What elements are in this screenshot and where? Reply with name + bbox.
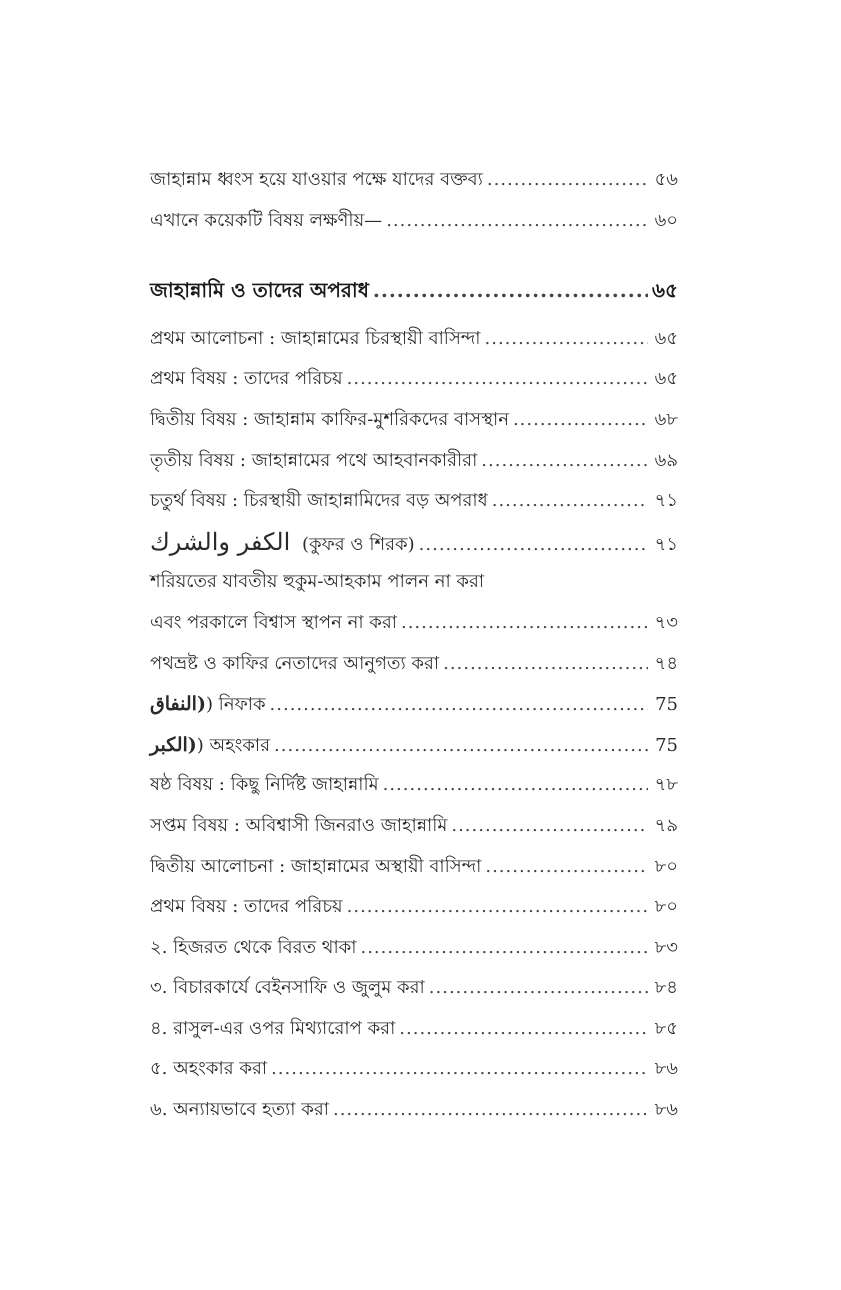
toc-entry-page: ৬৯ xyxy=(654,449,678,471)
toc-entry-title: ৩. বিচারকার্যে বেইনসাফি ও জুলুম করা xyxy=(150,977,425,999)
dot-leader xyxy=(492,481,648,522)
arabic-term: (النفاق xyxy=(150,693,206,716)
toc-entry xyxy=(150,1049,678,1090)
toc-entry-title xyxy=(150,725,270,767)
toc-entry-title-text: ) নিফাক xyxy=(205,694,266,716)
toc-entry-title: ২. হিজরত থেকে বিরত থাকা xyxy=(150,936,357,958)
toc-chapter-page: ৬৫ xyxy=(652,278,678,303)
toc-entry-title-text: ) অহংকার xyxy=(196,734,271,756)
toc-entry-title xyxy=(150,684,266,726)
toc-entry xyxy=(150,1009,678,1050)
dot-leader xyxy=(360,928,648,969)
toc-entry xyxy=(150,481,678,522)
toc-entry-page: ৮৬ xyxy=(654,1058,678,1080)
toc-entry-page: ৬৫ xyxy=(654,368,678,390)
toc-entry-page: ৫৬ xyxy=(654,169,678,190)
toc-entry xyxy=(150,765,678,806)
toc-entry-title: দ্বিতীয় আলোচনা : জাহান্নামের অস্থায়ী বাসিন্দা xyxy=(150,855,482,877)
toc-entry-page: ৬৫ xyxy=(654,327,678,349)
toc-entry-page: ৭১ xyxy=(654,533,678,555)
toc-entry-title: শরিয়তের যাবতীয় হুকুম-আহকাম পালন না করা xyxy=(150,571,485,593)
toc-entry-title xyxy=(150,522,415,566)
toc-entry xyxy=(150,887,678,928)
toc-entry-title: তৃতীয় বিষয় : জাহান্নামের পথে আহবানকারীরা xyxy=(150,449,478,471)
toc-entry xyxy=(150,400,678,441)
dot-leader xyxy=(271,1049,648,1090)
toc-entry xyxy=(150,1090,678,1131)
toc-entry xyxy=(150,522,678,563)
toc-entry-page: ৮৪ xyxy=(654,977,678,999)
dot-leader xyxy=(401,603,648,644)
arabic-term: الكفر والشرك xyxy=(150,527,291,556)
toc-entry-page: ৮৫ xyxy=(654,1017,678,1039)
toc-entry-page: ৭৯ xyxy=(654,814,678,836)
dot-leader xyxy=(419,525,648,566)
toc-entry-title: পথভ্রষ্ট ও কাফির নেতাদের আনুগত্য করা xyxy=(150,652,440,674)
table-of-contents xyxy=(150,160,678,1131)
toc-entry-page: ৮৩ xyxy=(654,936,678,958)
toc-entry-page: ৮০ xyxy=(654,896,678,918)
toc-chapter-heading xyxy=(150,270,678,311)
dot-leader xyxy=(399,1009,648,1050)
toc-entry xyxy=(150,644,678,685)
toc-chapter-title: জাহান্নামি ও তাদের অপরাধ xyxy=(150,278,369,303)
toc-entry xyxy=(150,319,678,360)
toc-entry-title: ৬. অন্যায়ভাবে হত্যা করা xyxy=(150,1099,329,1121)
toc-entry-title-text: (কুফর ও শিরক) xyxy=(301,533,415,555)
toc-entry xyxy=(150,441,678,482)
dot-leader xyxy=(485,319,648,360)
dot-leader xyxy=(333,1090,648,1131)
toc-entry xyxy=(150,201,678,242)
toc-entry-title: এখানে কয়েকটি বিষয় লক্ষণীয়— xyxy=(150,209,383,231)
dot-leader xyxy=(481,441,648,482)
toc-entry-page: ৭৪ xyxy=(654,652,678,674)
dot-leader xyxy=(373,270,648,311)
dot-leader xyxy=(347,359,648,400)
toc-entry-title: ষষ্ঠ বিষয় : কিছু নির্দিষ্ট জাহান্নামি xyxy=(150,774,379,796)
dot-leader xyxy=(451,806,648,847)
toc-entry-title: চতুর্থ বিষয় : চিরস্থায়ী জাহান্নামিদের বড় অপরাধ xyxy=(150,490,488,512)
toc-entry xyxy=(150,562,678,603)
dot-leader xyxy=(487,160,648,201)
toc-entry-page: ৭৩ xyxy=(654,611,678,633)
dot-leader xyxy=(274,726,648,767)
toc-entry-page: ৭৮ xyxy=(654,774,678,796)
toc-entry xyxy=(150,725,678,766)
toc-entry-title: ৫. অহংকার করা xyxy=(150,1058,268,1080)
dot-leader xyxy=(386,201,648,242)
toc-entry xyxy=(150,847,678,888)
arabic-term: (الكبر xyxy=(150,733,197,756)
dot-leader xyxy=(485,847,648,888)
toc-entry xyxy=(150,968,678,1009)
toc-entry-title: প্রথম বিষয় : তাদের পরিচয় xyxy=(150,368,343,390)
toc-entry-page: ৬৮ xyxy=(654,408,678,430)
toc-entry-page: ৬০ xyxy=(654,209,678,231)
toc-entry-title: ৪. রাসুল-এর ওপর মিথ্যারোপ করা xyxy=(150,1017,396,1039)
toc-entry-title: প্রথম বিষয় : তাদের পরিচয় xyxy=(150,896,343,918)
dot-leader xyxy=(443,644,648,685)
toc-entry-title: সপ্তম বিষয় : অবিশ্বাসী জিনরাও জাহান্নামি xyxy=(150,814,448,836)
toc-entry-title: জাহান্নাম ধ্বংস হয়ে যাওয়ার পক্ষে যাদের বক্তব্য xyxy=(150,169,483,190)
dot-leader xyxy=(270,685,648,726)
toc-entry-page: 75 xyxy=(655,734,678,756)
toc-entry xyxy=(150,359,678,400)
toc-entry-title: এবং পরকালে বিশ্বাস স্থাপন না করা xyxy=(150,611,397,633)
dot-leader xyxy=(347,887,648,928)
dot-leader xyxy=(429,968,648,1009)
toc-entry xyxy=(150,160,678,201)
toc-entry-page: ৮৬ xyxy=(654,1099,678,1121)
toc-entry-title: দ্বিতীয় বিষয় : জাহান্নাম কাফির-মুশরিকদের বাসস্থান xyxy=(150,408,509,430)
toc-entry xyxy=(150,603,678,644)
toc-entry xyxy=(150,806,678,847)
toc-entry xyxy=(150,684,678,725)
toc-entry xyxy=(150,928,678,969)
toc-entry-page: ৮০ xyxy=(654,855,678,877)
dot-leader xyxy=(383,765,648,806)
toc-entry-title: প্রথম আলোচনা : জাহান্নামের চিরস্থায়ী বাসিন্দা xyxy=(150,327,481,349)
dot-leader xyxy=(513,400,648,441)
toc-entry-page: ৭১ xyxy=(654,490,678,512)
toc-entry-page: 75 xyxy=(655,694,678,716)
